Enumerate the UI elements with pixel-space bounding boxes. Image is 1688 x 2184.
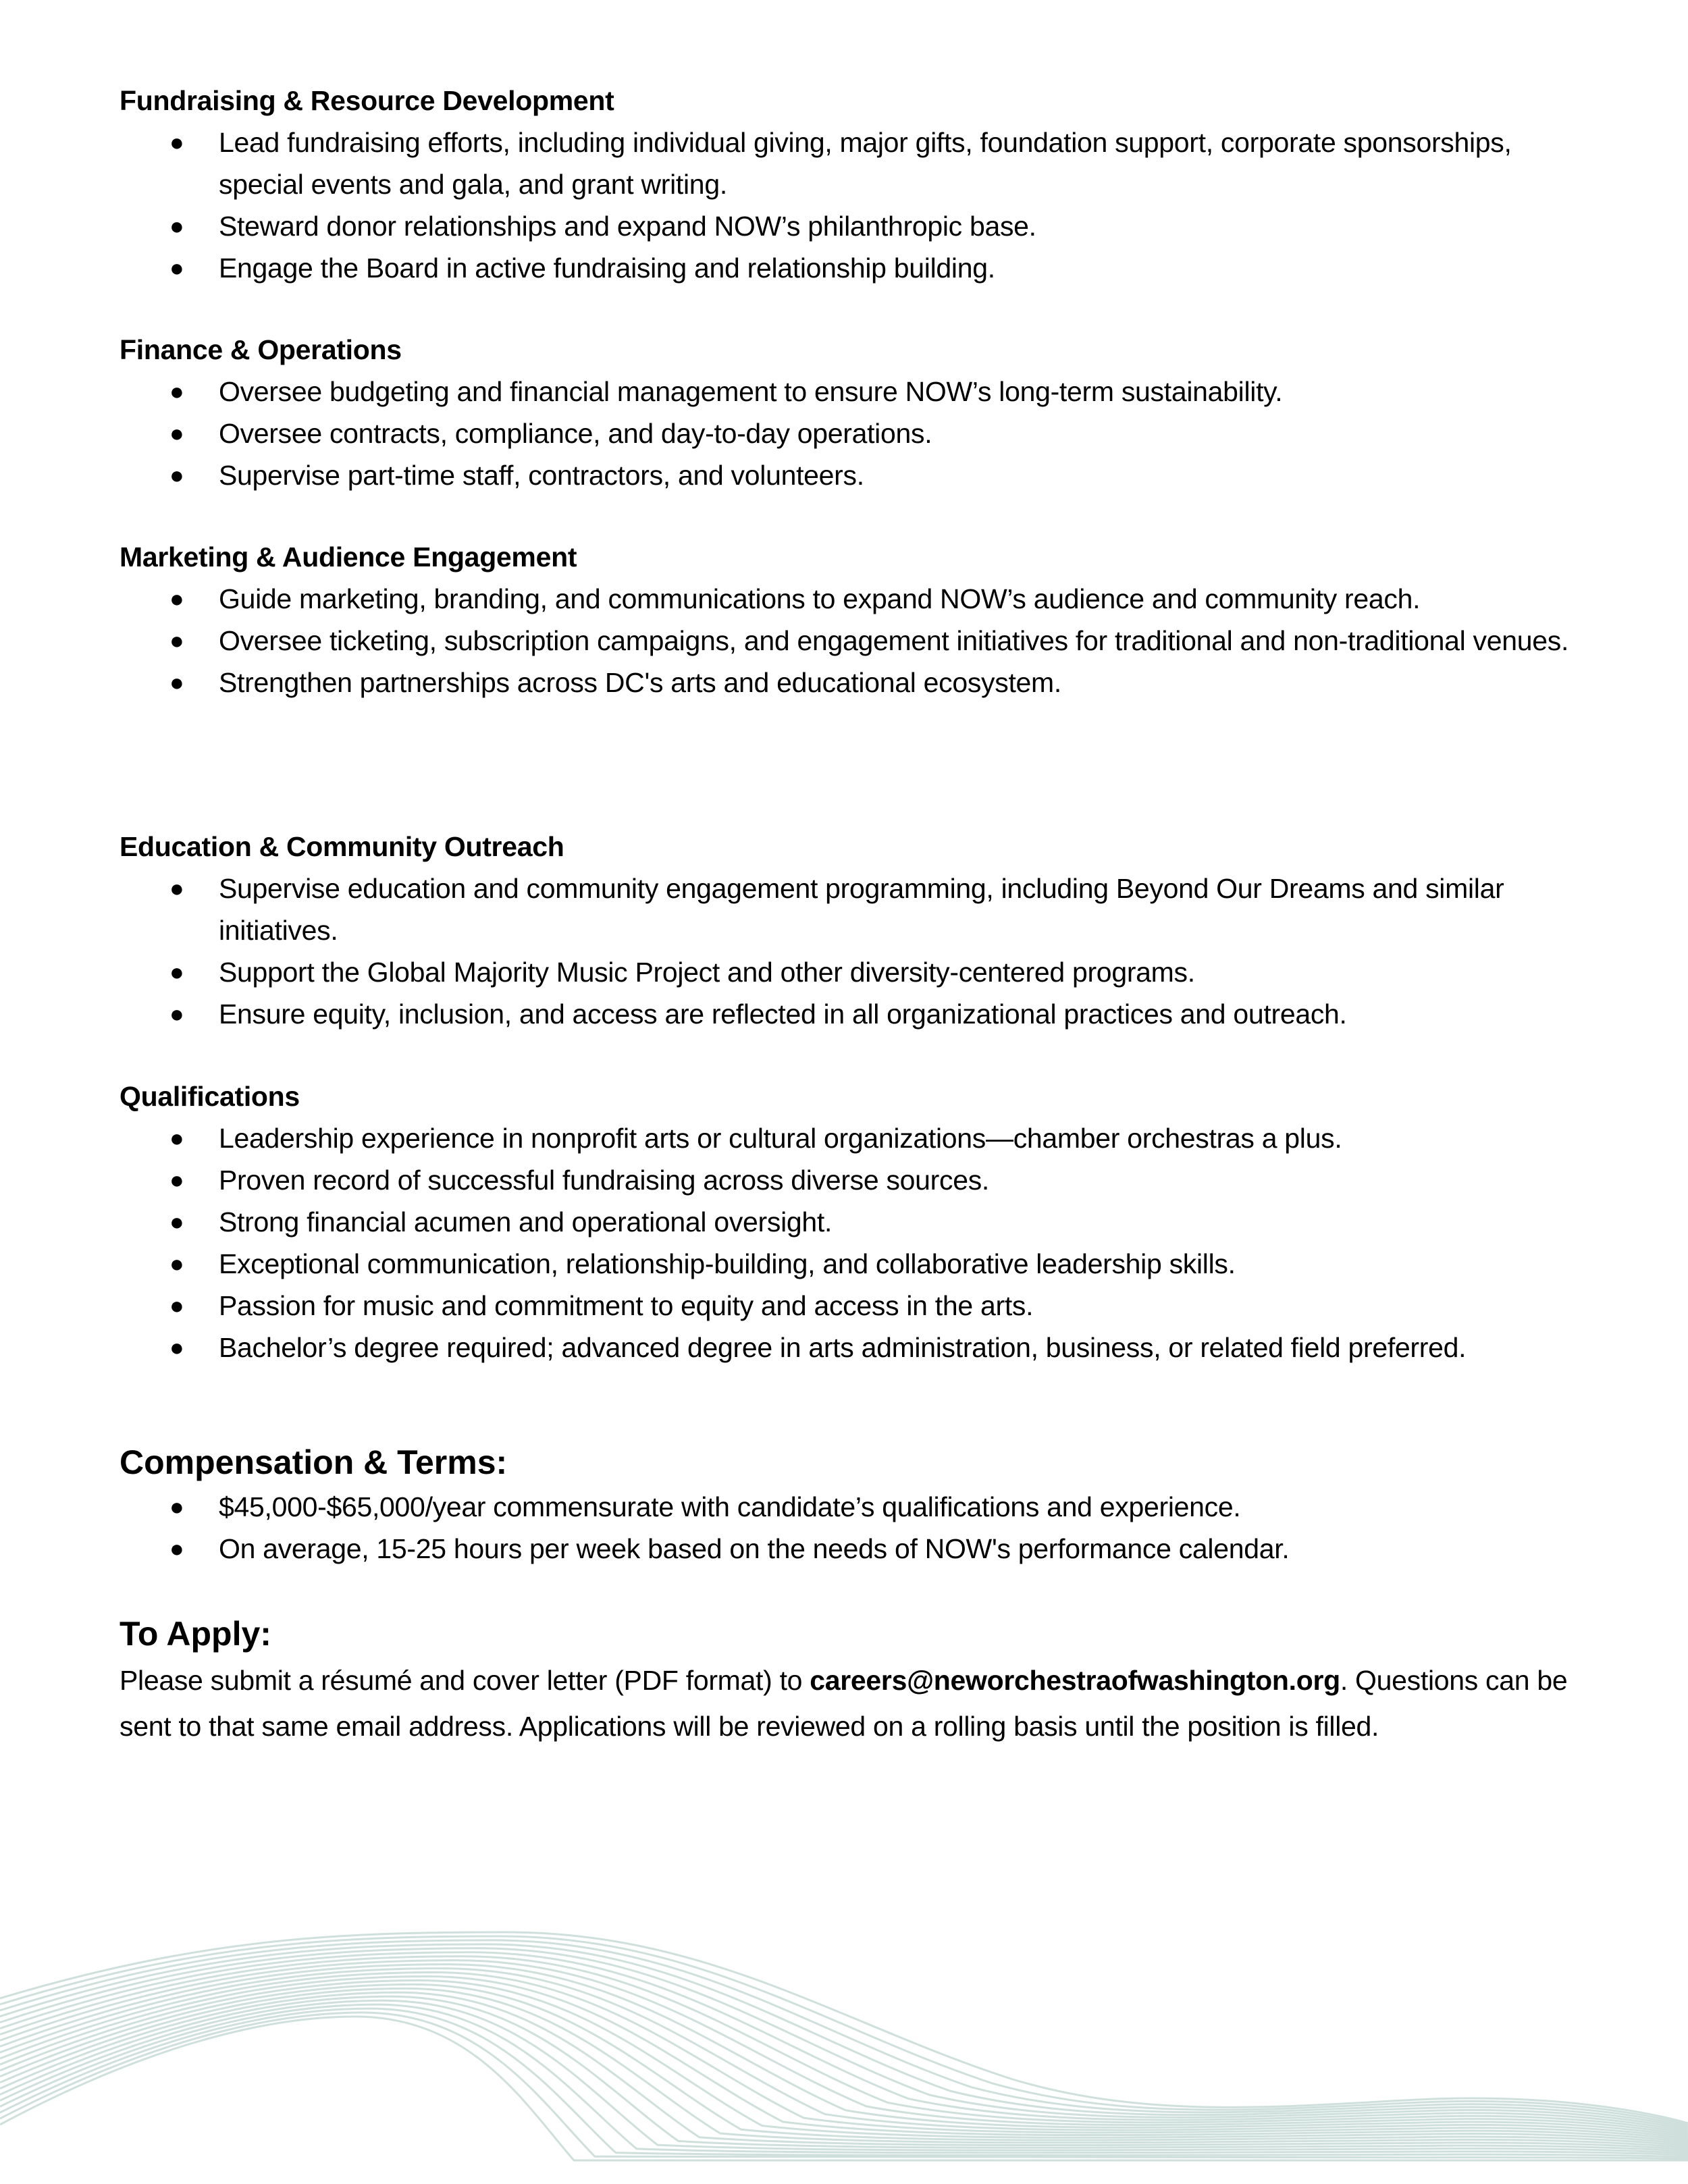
bullet-list — [120, 1117, 1591, 1368]
list-item: ● $45,000-$65,000/year commensurate with candidate’s qualifications and experience. — [120, 1486, 1591, 1528]
wave-line — [0, 1936, 1688, 2125]
bullet-icon: ● — [169, 377, 184, 405]
bullet-list — [120, 371, 1591, 496]
section-fundraising — [120, 80, 1591, 289]
bullet-list — [120, 868, 1591, 1035]
wave-line — [0, 1969, 1688, 2139]
list-item: ● Oversee ticketing, subscription campaigns, and engagement initiatives for traditional and non-traditional venues. — [120, 620, 1591, 662]
bullet-icon: ● — [169, 1208, 184, 1235]
bullet-icon: ● — [169, 128, 184, 156]
list-item: ● Strong financial acumen and operational oversight. — [120, 1201, 1591, 1243]
bullet-icon: ● — [169, 419, 184, 447]
section-heading: Finance & Operations — [120, 334, 402, 365]
section-apply — [120, 1610, 1591, 1749]
wave-line — [0, 2004, 1688, 2155]
section-heading: Education & Community Outreach — [120, 831, 564, 862]
section-qualifications — [120, 1075, 1591, 1368]
section-heading: Qualifications — [120, 1081, 300, 1112]
compensation-heading: Compensation & Terms: — [120, 1443, 508, 1481]
section-heading: Fundraising & Resource Development — [120, 85, 614, 116]
list-item: ● Supervise part-time staff, contractors, and volunteers. — [120, 454, 1591, 496]
wave-line — [0, 1965, 1688, 2137]
wave-line — [0, 1996, 1688, 2152]
list-item: ● Exceptional communication, relationship-building, and collaborative leadership skills. — [120, 1243, 1591, 1285]
bullet-icon: ● — [169, 627, 184, 654]
wave-line — [0, 2013, 1688, 2158]
bullet-icon: ● — [169, 1124, 184, 1152]
section-finance — [120, 329, 1591, 496]
wave-line — [0, 1961, 1688, 2136]
bullet-icon: ● — [169, 1333, 184, 1361]
bullet-icon: ● — [169, 254, 184, 282]
wave-line — [0, 1940, 1688, 2127]
wave-line — [0, 1976, 1688, 2142]
list-item: ● Steward donor relationships and expand NOW’s philanthropic base. — [120, 205, 1591, 247]
wave-line — [0, 1980, 1688, 2144]
wave-line — [0, 2000, 1688, 2153]
wave-line — [0, 1984, 1688, 2146]
list-item: ● Oversee contracts, compliance, and day-to-day operations. — [120, 412, 1591, 454]
list-item: ● Lead fundraising efforts, including individual giving, major gifts, foundation support, corporate sponsorships, special events and gala, and grant writing. — [120, 122, 1591, 205]
section-compensation — [120, 1439, 1591, 1570]
list-item: ● Engage the Board in active fundraising and relationship building. — [120, 247, 1591, 289]
wave-line — [0, 2008, 1688, 2157]
list-item: ● Ensure equity, inclusion, and access are reflected in all organizational practices and outreach. — [120, 993, 1591, 1035]
bullet-icon: ● — [169, 585, 184, 612]
list-item: ● Passion for music and commitment to equity and access in the arts. — [120, 1285, 1591, 1327]
bullet-list — [120, 578, 1591, 703]
list-item: ● Proven record of successful fundraising across diverse sources. — [120, 1159, 1591, 1201]
list-item: ● On average, 15-25 hours per week based on the needs of NOW's performance calendar. — [120, 1528, 1591, 1570]
bullet-icon: ● — [169, 668, 184, 696]
wave-line — [0, 1956, 1688, 2134]
section-marketing — [120, 536, 1591, 703]
wave-line — [0, 1988, 1688, 2148]
bullet-icon: ● — [169, 958, 184, 986]
wave-line — [0, 1992, 1688, 2150]
wave-line — [0, 1948, 1688, 2131]
list-item: ● Oversee budgeting and financial management to ensure NOW’s long-term sustainability. — [120, 371, 1591, 412]
email-link[interactable]: careers@neworchestraofwashington.org — [810, 1665, 1340, 1696]
wave-line — [0, 1944, 1688, 2129]
list-item: ● Bachelor’s degree required; advanced degree in arts administration, business, or related field preferred. — [120, 1327, 1591, 1368]
bullet-icon: ● — [169, 874, 184, 902]
bullet-icon: ● — [169, 461, 184, 489]
bullet-icon: ● — [169, 1250, 184, 1277]
list-item: ● Leadership experience in nonprofit arts or cultural organizations—chamber orchestras a plus. — [120, 1117, 1591, 1159]
bullet-icon: ● — [169, 1291, 184, 1319]
apply-paragraph: Please submit a résumé and cover letter (PDF format) to careers@neworchestraofwashington.org. Questions can be sent to that same email address. Applications will be reviewed on a rolling basis until the position is filled. — [120, 1665, 1568, 1742]
bullet-icon: ● — [169, 1166, 184, 1194]
bullet-icon: ● — [169, 1535, 184, 1562]
apply-heading: To Apply: — [120, 1615, 271, 1653]
list-item: ● Guide marketing, branding, and communications to expand NOW’s audience and community reach. — [120, 578, 1591, 620]
wave-line — [0, 2017, 1688, 2160]
bullet-list — [120, 1486, 1591, 1570]
bullet-icon: ● — [169, 1000, 184, 1028]
wave-line — [0, 1973, 1688, 2141]
wave-line — [0, 1932, 1688, 2123]
wave-line — [0, 1952, 1688, 2132]
list-item: ● Supervise education and community engagement programming, including Beyond Our Dreams and similar initiatives. — [120, 868, 1591, 951]
bullet-icon: ● — [169, 212, 184, 240]
list-item: ● Strengthen partnerships across DC's arts and educational ecosystem. — [120, 662, 1591, 703]
section-education — [120, 826, 1591, 1035]
list-item: ● Support the Global Majority Music Project and other diversity-centered programs. — [120, 951, 1591, 993]
bullet-icon: ● — [169, 1493, 184, 1520]
section-heading: Marketing & Audience Engagement — [120, 541, 577, 572]
bullet-list — [120, 122, 1591, 289]
